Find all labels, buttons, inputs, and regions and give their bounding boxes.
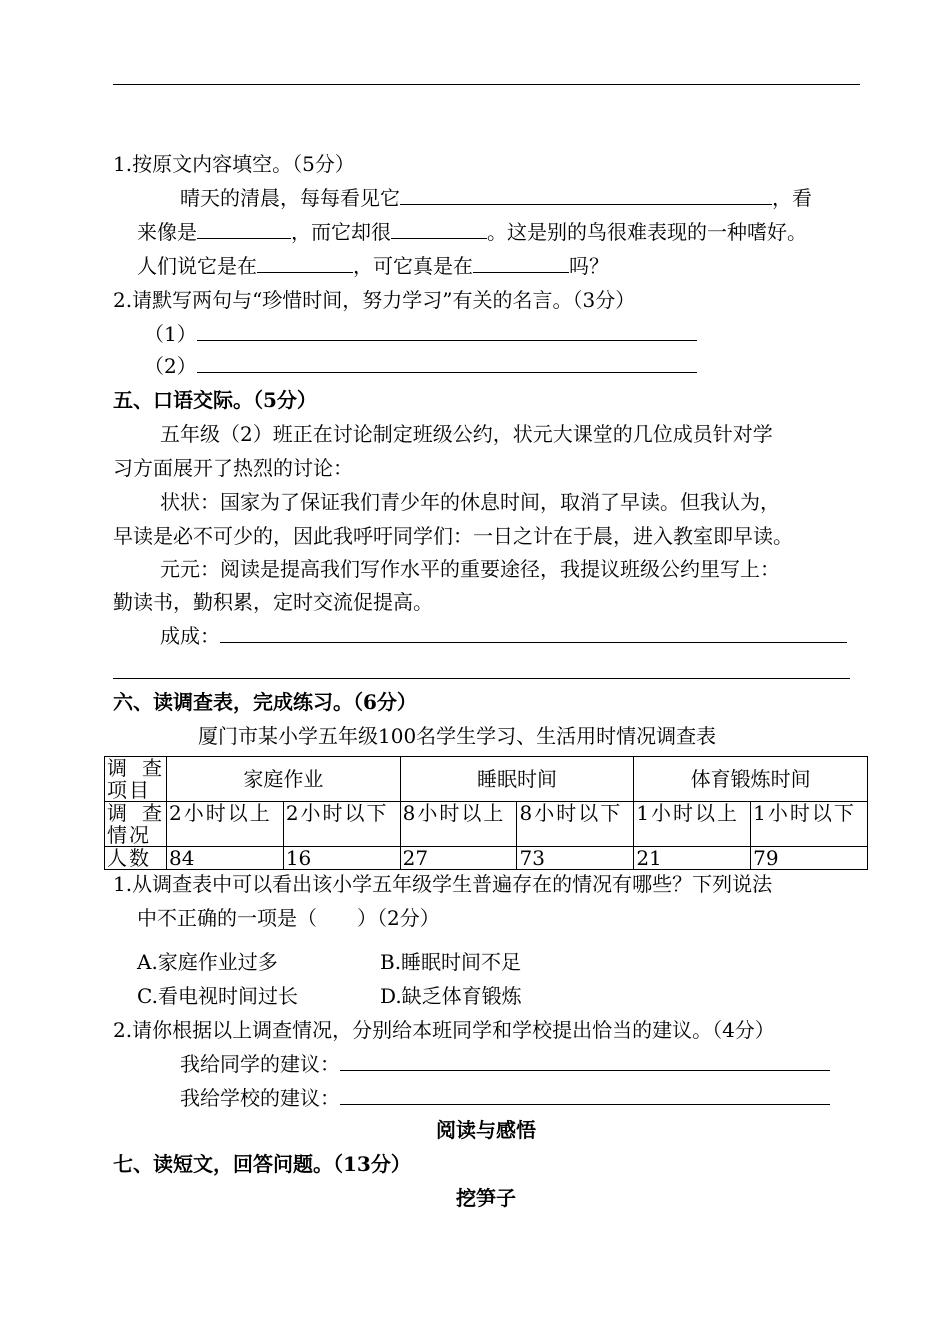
table-cell: 8小时以上 bbox=[400, 802, 517, 847]
s6-q1: 中不正确的一项是（ ）（2分） bbox=[137, 906, 440, 930]
q2-item-label: （2） bbox=[144, 354, 197, 378]
table-cell: 1小时以上 bbox=[634, 802, 751, 847]
suggestion-students bbox=[180, 1050, 830, 1078]
q1-text: ，而它却很 bbox=[291, 220, 391, 244]
s5-paragraph: 习方面展开了热烈的讨论： bbox=[113, 456, 353, 480]
section7-heading: 七、读短文，回答问题。（13分） bbox=[113, 1152, 411, 1176]
q1-text: 来像是 bbox=[137, 220, 197, 244]
q2-title: 2.请默写两句与“珍惜时间，努力学习”有关的名言。（3分） bbox=[113, 288, 636, 312]
row-label: 调查情况 bbox=[105, 802, 167, 847]
q2-item-1 bbox=[144, 320, 697, 348]
q2-item-label: （1） bbox=[144, 322, 197, 346]
row-label: 调查项目 bbox=[105, 757, 167, 802]
fill-blank[interactable] bbox=[391, 218, 487, 239]
answer-line[interactable] bbox=[340, 1084, 830, 1105]
q1-line2 bbox=[137, 218, 807, 246]
header-rule bbox=[113, 84, 860, 85]
s5-answer-row bbox=[160, 622, 847, 650]
table-header: 家庭作业 bbox=[167, 757, 401, 802]
table-cell: 2小时以上 bbox=[167, 802, 284, 847]
table-row bbox=[105, 802, 868, 847]
survey-table bbox=[104, 756, 868, 870]
fill-blank[interactable] bbox=[473, 252, 569, 273]
q1-line3 bbox=[137, 252, 609, 280]
fill-blank[interactable] bbox=[197, 218, 291, 239]
section6-heading: 六、读调查表，完成练习。（6分） bbox=[113, 690, 417, 714]
answer-line[interactable] bbox=[197, 320, 697, 341]
table-header: 体育锻炼时间 bbox=[634, 757, 868, 802]
speaker-label: 成成： bbox=[160, 624, 220, 648]
answer-line[interactable] bbox=[340, 1050, 830, 1071]
table-row bbox=[105, 757, 868, 802]
table-cell: 1小时以下 bbox=[751, 802, 868, 847]
q1-title: 1.按原文内容填空。（5分） bbox=[113, 152, 355, 176]
s5-paragraph: 状状：国家为了保证我们青少年的休息时间，取消了早读。但我认为， bbox=[160, 490, 780, 514]
answer-line[interactable] bbox=[220, 622, 847, 643]
reading-section-title: 阅读与感悟 bbox=[436, 1118, 536, 1142]
fill-blank[interactable] bbox=[257, 252, 353, 273]
option-d[interactable]: D.缺乏体育锻炼 bbox=[380, 984, 522, 1008]
suggestion-label: 我给学校的建议： bbox=[180, 1086, 340, 1110]
s6-q1: 1.从调查表中可以看出该小学五年级学生普遍存在的情况有哪些？下列说法 bbox=[113, 872, 773, 896]
table-header: 睡眠时间 bbox=[400, 757, 634, 802]
table-cell: 8小时以下 bbox=[517, 802, 634, 847]
s5-paragraph: 勤读书，勤积累，定时交流促提高。 bbox=[113, 590, 433, 614]
q2-item-2 bbox=[144, 352, 697, 380]
q1-line1 bbox=[180, 184, 812, 212]
table-cell: 2小时以下 bbox=[283, 802, 400, 847]
table-cell: 84 bbox=[167, 847, 284, 870]
answer-line[interactable] bbox=[197, 352, 697, 373]
answer-line[interactable] bbox=[113, 658, 850, 679]
q1-text: 人们说它是在 bbox=[137, 254, 257, 278]
table-cell: 73 bbox=[517, 847, 634, 870]
table-title: 厦门市某小学五年级100名学生学习、生活用时情况调查表 bbox=[198, 724, 717, 748]
q1-text: 吗？ bbox=[569, 254, 609, 278]
table-cell: 16 bbox=[283, 847, 400, 870]
q1-text: 晴天的清晨，每每看见它 bbox=[180, 186, 400, 210]
table-cell: 79 bbox=[751, 847, 868, 870]
q1-text: 。这是别的鸟很难表现的一种嗜好。 bbox=[487, 220, 807, 244]
s5-paragraph: 五年级（2）班正在讨论制定班级公约，状元大课堂的几位成员针对学 bbox=[160, 422, 773, 446]
q1-text: ，可它真是在 bbox=[353, 254, 473, 278]
option-b[interactable]: B.睡眠时间不足 bbox=[380, 950, 522, 974]
section5-heading: 五、口语交际。（5分） bbox=[113, 388, 317, 412]
option-a[interactable]: A.家庭作业过多 bbox=[137, 950, 278, 974]
suggestion-school bbox=[180, 1084, 830, 1112]
s6-q2: 2.请你根据以上调查情况，分别给本班同学和学校提出恰当的建议。（4分） bbox=[113, 1018, 775, 1042]
q1-text: ，看 bbox=[772, 186, 812, 210]
table-cell: 21 bbox=[634, 847, 751, 870]
s5-paragraph: 元元：阅读是提高我们写作水平的重要途径，我提议班级公约里写上： bbox=[160, 557, 780, 581]
suggestion-label: 我给同学的建议： bbox=[180, 1052, 340, 1076]
fill-blank[interactable] bbox=[400, 184, 772, 205]
option-c[interactable]: C.看电视时间过长 bbox=[137, 984, 298, 1008]
table-cell: 27 bbox=[400, 847, 517, 870]
story-title: 挖笋子 bbox=[456, 1186, 516, 1210]
row-label: 人数 bbox=[105, 847, 167, 870]
table-row bbox=[105, 847, 868, 870]
s5-paragraph: 早读是必不可少的，因此我呼吁同学们：一日之计在于晨，进入教室即早读。 bbox=[113, 524, 793, 548]
